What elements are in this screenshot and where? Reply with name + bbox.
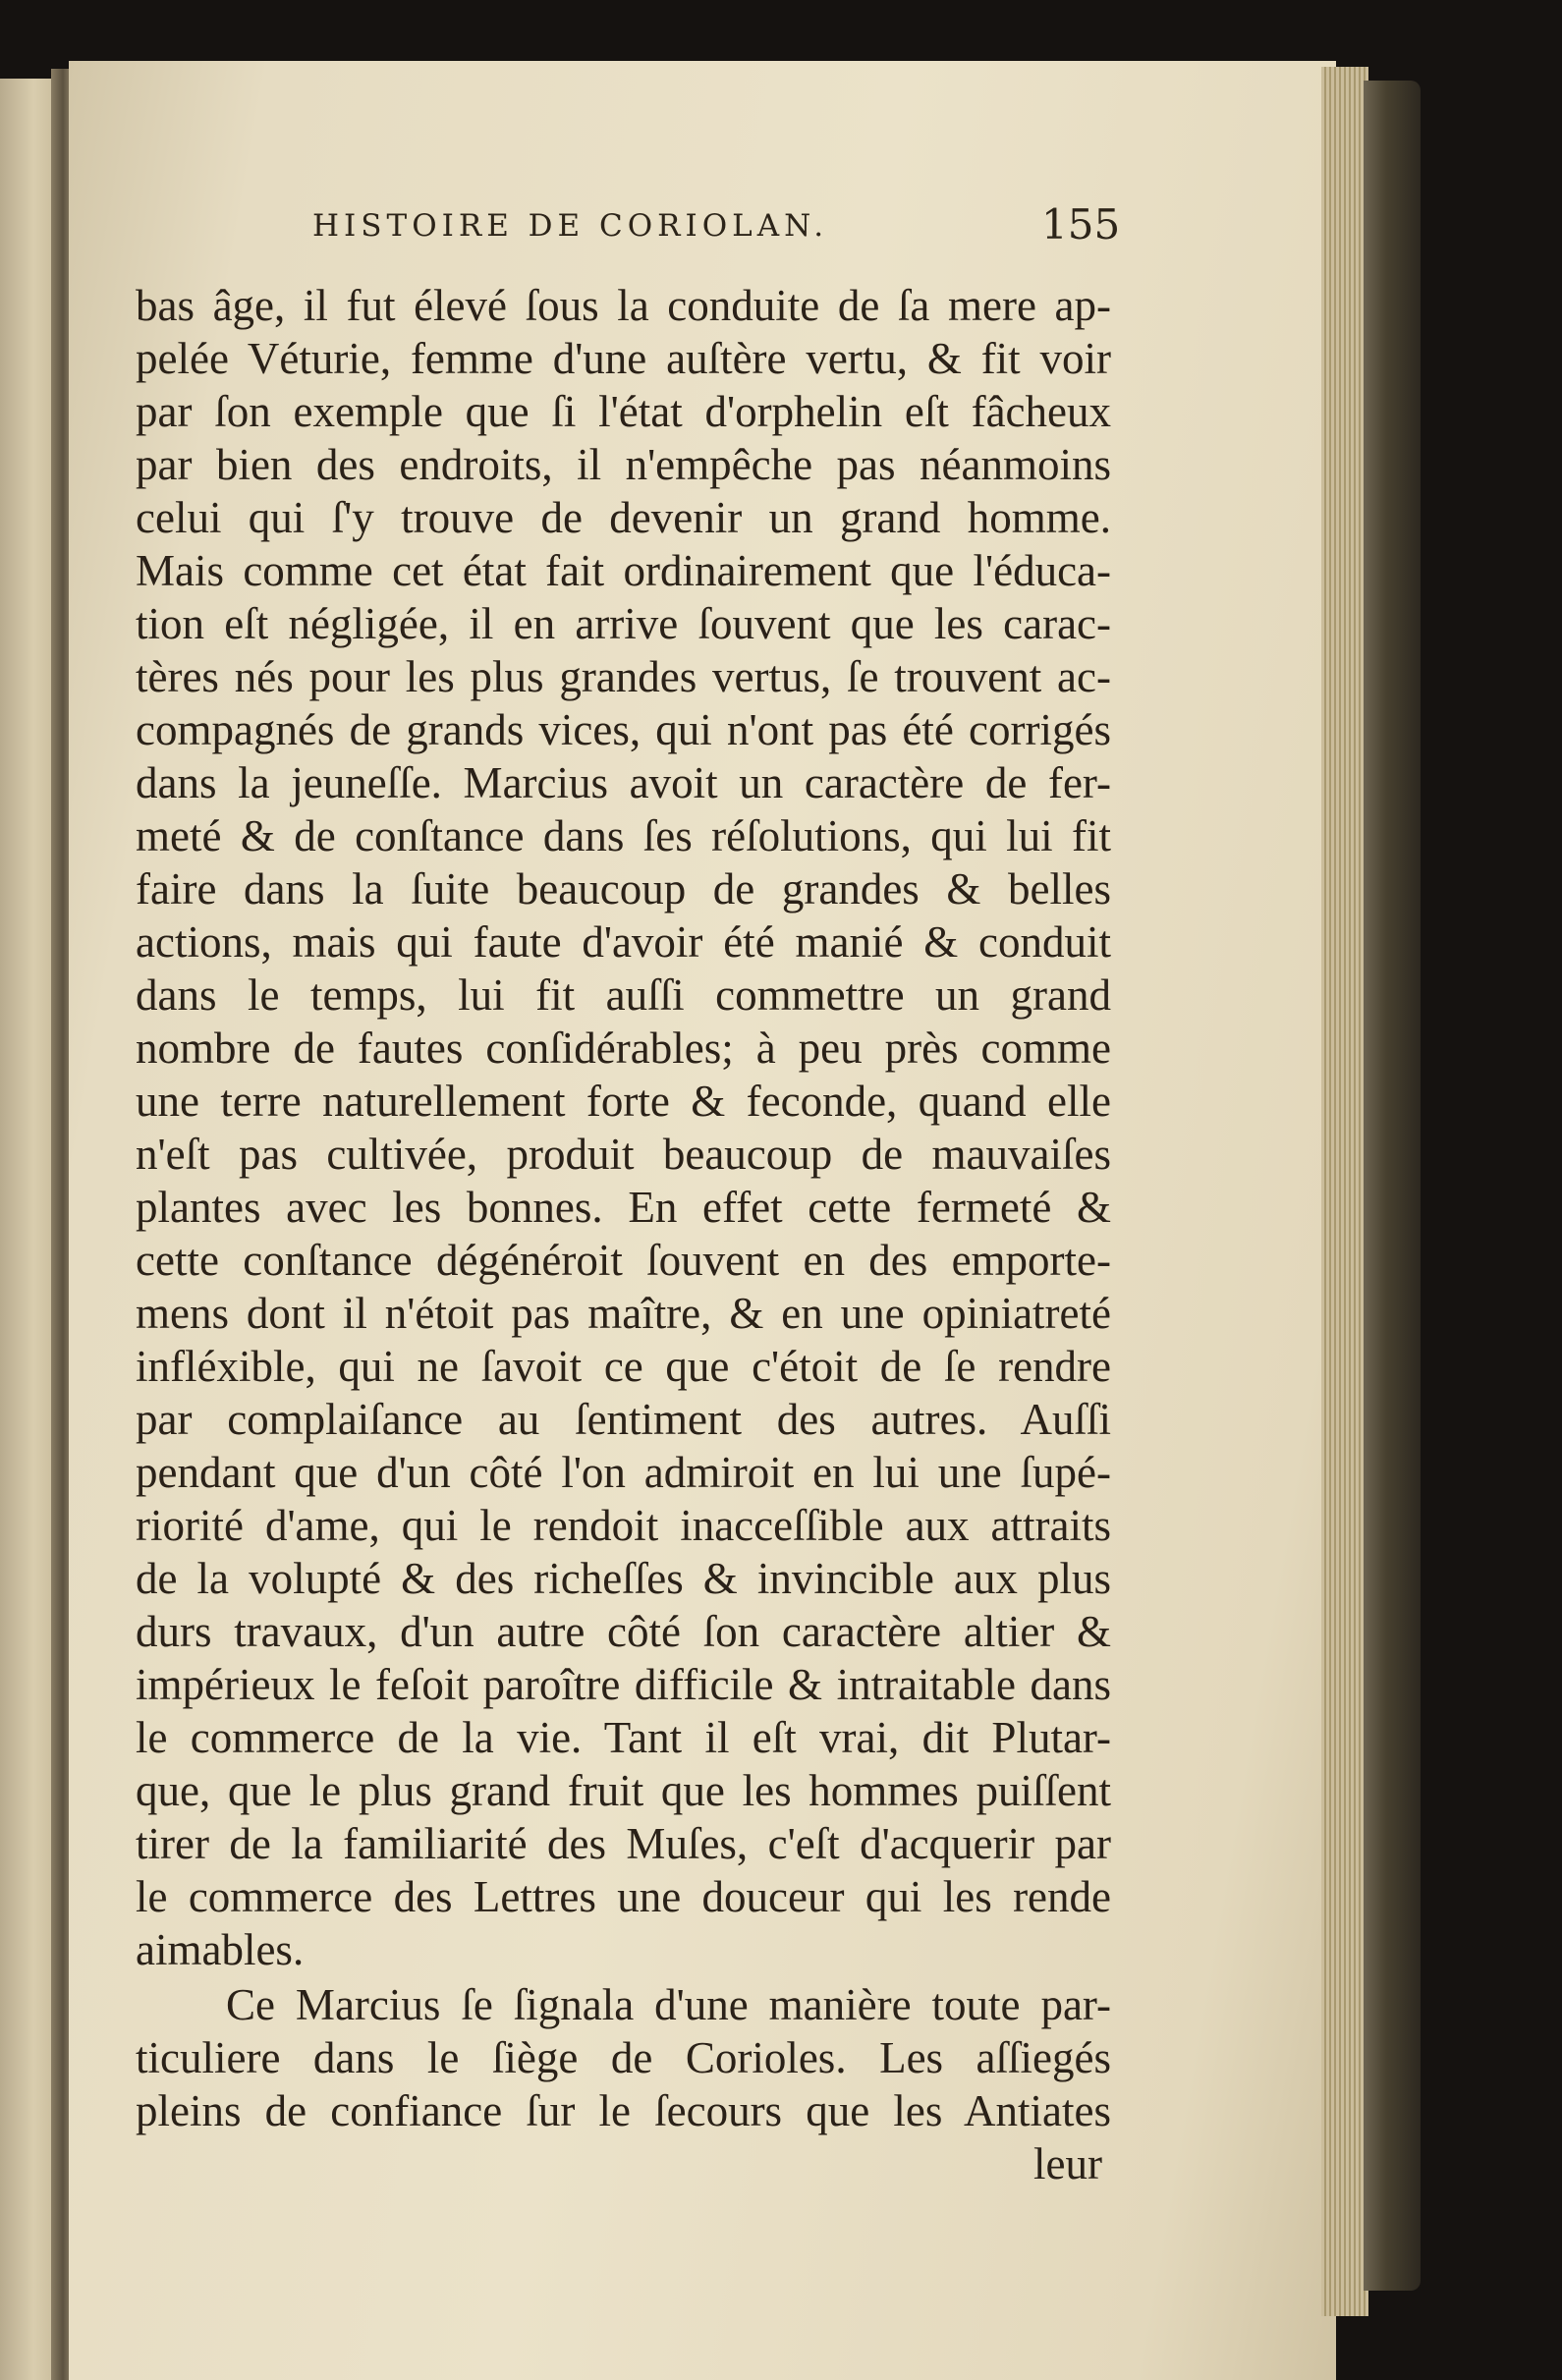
- page-block-edges: [1321, 67, 1368, 2316]
- text-line: tères nés pour les plus grandes vertus, ſe trouvent ac-: [136, 652, 1111, 701]
- text-line: ticuliere dans le ſiège de Corioles. Les aſſiegés: [136, 2033, 1111, 2082]
- text-line: par bien des endroits, il n'empêche pas néanmoins: [136, 440, 1111, 489]
- running-head: HISTOIRE DE CORIOLAN.: [312, 208, 829, 244]
- text-line: compagnés de grands vices, qui n'ont pas été corrigés: [136, 705, 1111, 754]
- book-fore-edge: [1364, 81, 1421, 2291]
- text-line: aimables.: [136, 1925, 305, 1974]
- text-line: Mais comme cet état fait ordinairement que l'éduca-: [136, 546, 1111, 595]
- text-line: cette conſtance dégénéroit ſouvent en des emporte-: [136, 1236, 1111, 1285]
- text-line: pleins de confiance ſur le ſecours que les Antiates: [136, 2086, 1111, 2135]
- text-line: par complaiſance au ſentiment des autres. Auſſi: [136, 1395, 1111, 1444]
- text-line: impérieux le feſoit paroître difficile & intraitable dans: [136, 1660, 1111, 1709]
- text-line: tion eſt négligée, il en arrive ſouvent que les carac-: [136, 599, 1111, 648]
- page-number: 155: [1041, 200, 1121, 249]
- facing-page-edge: [0, 79, 57, 2380]
- text-line: infléxible, qui ne ſavoit ce que c'étoit de ſe rendre: [136, 1342, 1111, 1391]
- text-line: dans le temps, lui fit auſſi commettre un grand: [136, 970, 1111, 1020]
- text-line: celui qui ſ'y trouve de devenir un grand homme.: [136, 493, 1111, 542]
- text-line: nombre de fautes conſidérables; à peu près comme: [136, 1024, 1111, 1073]
- text-line: meté & de conſtance dans ſes réſolutions, qui lui fit: [136, 811, 1111, 860]
- text-line: n'eſt pas cultivée, produit beaucoup de mauvaiſes: [136, 1130, 1111, 1179]
- text-line: que, que le plus grand fruit que les hommes puiſſent: [136, 1766, 1111, 1815]
- text-line: le commerce des Lettres une douceur qui les rende: [136, 1872, 1111, 1921]
- text-line: tirer de la familiarité des Muſes, c'eſt d'acquerir par: [136, 1819, 1111, 1868]
- text-line: bas âge, il fut élevé ſous la conduite de ſa mere ap-: [136, 281, 1111, 330]
- text-line: par ſon exemple que ſi l'état d'orphelin eſt fâcheux: [136, 387, 1111, 436]
- text-line: mens dont il n'étoit pas maître, & en une opiniatreté: [136, 1289, 1111, 1338]
- text-line: de la volupté & des richeſſes & invincible aux plus: [136, 1554, 1111, 1603]
- text-line: une terre naturellement forte & feconde, quand elle: [136, 1077, 1111, 1126]
- text-line: plantes avec les bonnes. En effet cette fermeté &: [136, 1183, 1111, 1232]
- text-line: faire dans la ſuite beaucoup de grandes & belles: [136, 864, 1111, 913]
- text-line: durs travaux, d'un autre côté ſon caractère altier &: [136, 1607, 1111, 1656]
- text-line: le commerce de la vie. Tant il eſt vrai, dit Plutar-: [136, 1713, 1111, 1762]
- text-line: actions, mais qui faute d'avoir été manié & conduit: [136, 917, 1111, 967]
- catchword: leur: [1033, 2139, 1102, 2188]
- text-line: pelée Véturie, femme d'une auſtère vertu, & fit voir: [136, 334, 1111, 383]
- text-line: riorité d'ame, qui le rendoit inacceſſible aux attraits: [136, 1501, 1111, 1550]
- text-line: pendant que d'un côté l'on admiroit en lui une ſupé-: [136, 1448, 1111, 1497]
- text-line: Ce Marcius ſe ſignala d'une manière toute par-: [226, 1980, 1111, 2029]
- text-line: dans la jeuneſſe. Marcius avoit un caractère de fer-: [136, 758, 1111, 807]
